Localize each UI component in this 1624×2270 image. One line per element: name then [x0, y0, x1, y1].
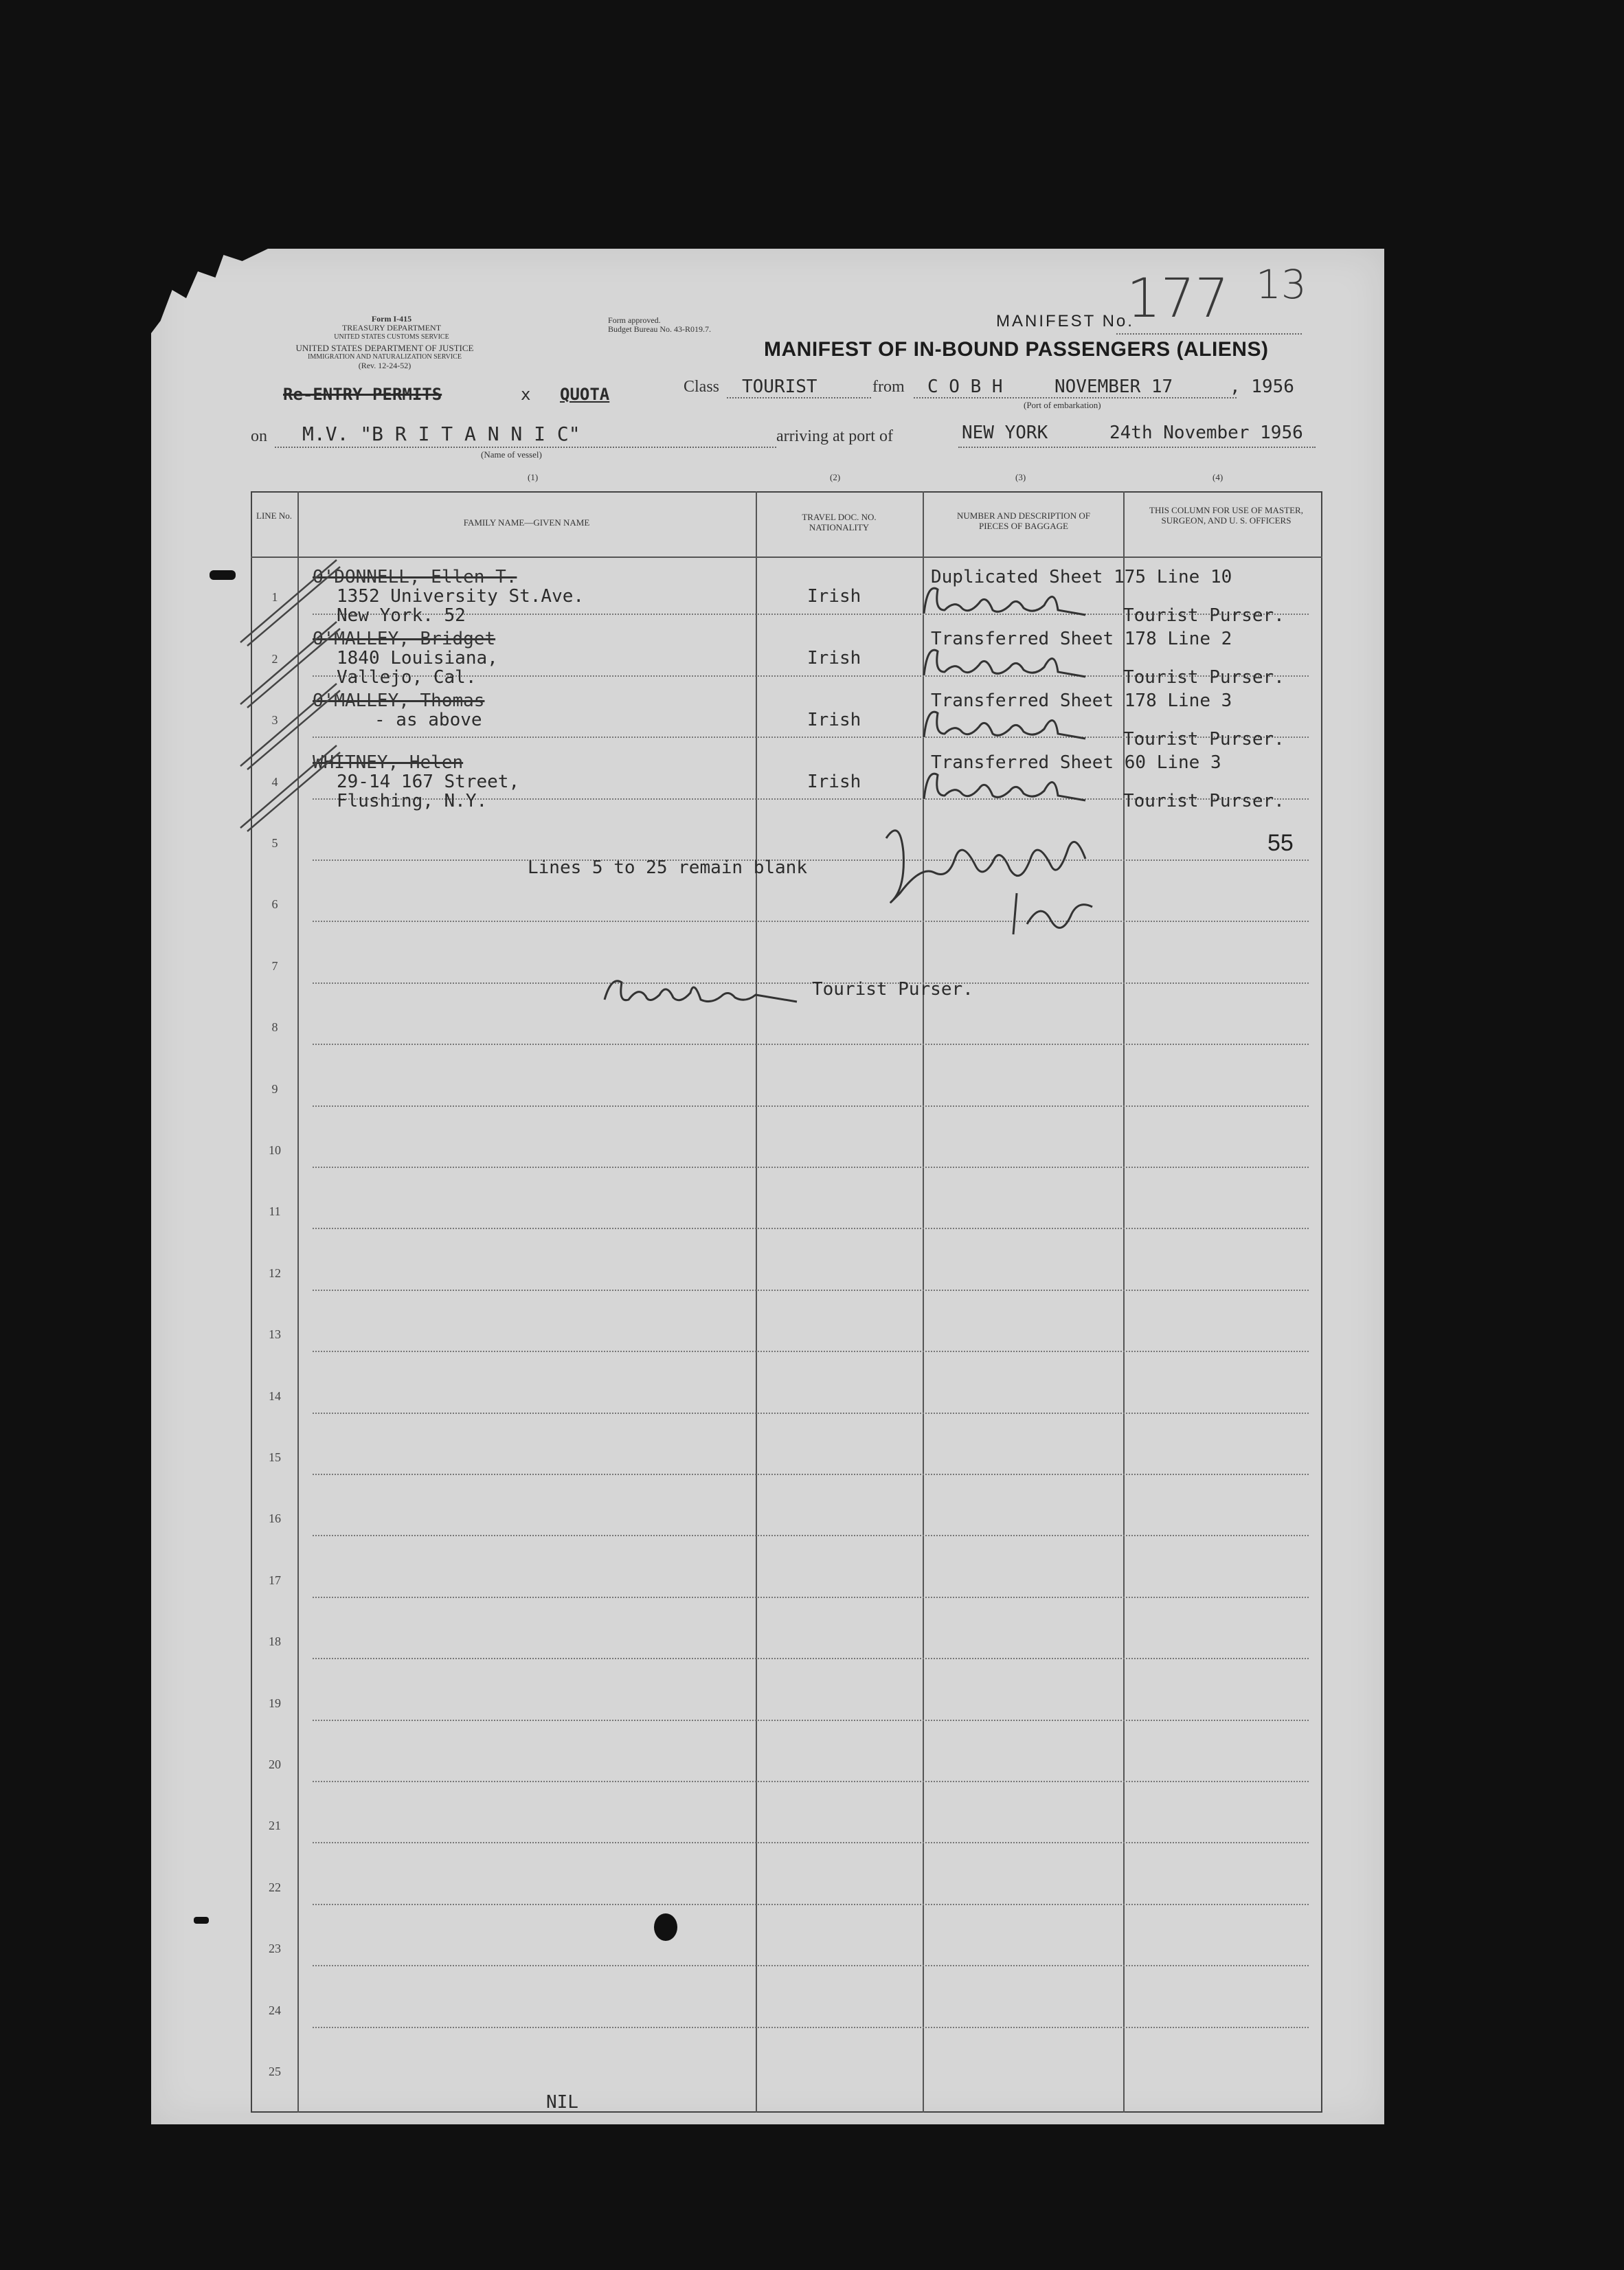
col-number-4: (4) [1213, 472, 1223, 482]
line-number: 9 [271, 1081, 278, 1096]
from-label: from [872, 378, 905, 396]
row-rule [313, 1167, 1309, 1168]
purser-initials-signature [914, 572, 1092, 627]
line-number: 7 [271, 958, 278, 973]
purser-initials-signature [914, 696, 1092, 751]
passenger-name-struck: O'DONNELL, Ellen T. [313, 567, 517, 587]
passenger-address-1: 29-14 167 Street, [337, 772, 520, 792]
row-rule [313, 1597, 1309, 1598]
passenger-name-struck: O'MALLEY, Thomas [313, 690, 485, 711]
ink-speck [654, 1913, 677, 1941]
row-rule [313, 1105, 1309, 1107]
passenger-purser-entry: Tourist Purser. [1123, 729, 1285, 750]
col-number-3: (3) [1015, 472, 1026, 482]
form-number: Form I-415 [371, 314, 412, 324]
row-rule [313, 1658, 1309, 1659]
passenger-address-1: 1352 University St.Ave. [337, 586, 585, 607]
line-number: 6 [271, 897, 278, 912]
purser-signature [598, 962, 804, 1017]
row-rule [313, 1965, 1309, 1966]
col-number-1: (1) [528, 472, 539, 482]
justice-block [247, 344, 522, 370]
from-value: C O B H [927, 377, 1003, 397]
manifest-label: MANIFEST No. [996, 312, 1134, 330]
reentry-permits-struck: Re-ENTRY PERMITS [283, 385, 442, 404]
line-number: 24 [269, 2003, 281, 2017]
reentry-x: x [521, 385, 531, 404]
passenger-address-1: 1840 Louisiana, [337, 648, 498, 668]
passenger-nationality: Irish [807, 586, 861, 607]
passenger-nationality: Irish [807, 772, 861, 792]
purser-initials-signature [914, 758, 1092, 813]
purser-signature-title: Tourist Purser. [812, 979, 973, 1000]
vessel-dots [275, 447, 776, 448]
passenger-transfer-note: Transferred Sheet 60 Line 3 [931, 752, 1221, 773]
blank-lines-note: Lines 5 to 25 remain blank [528, 857, 807, 878]
ink-speck [210, 570, 236, 580]
passenger-address-2: Flushing, N.Y. [337, 791, 488, 811]
cancellation-slash [234, 739, 343, 835]
form-header-block [247, 315, 536, 341]
from-dots [914, 397, 1237, 398]
col-number-2: (2) [830, 472, 841, 482]
inspector-signature [872, 811, 1147, 955]
row-rule [313, 859, 1309, 861]
departure-date: NOVEMBER 17 [1055, 377, 1173, 397]
line-number: 13 [269, 1327, 281, 1342]
passenger-name-struck: WHITNEY, Helen [313, 752, 464, 773]
line-number: 3 [271, 713, 278, 728]
line-number: 4 [271, 774, 278, 789]
row-rule [313, 921, 1309, 922]
col-head-travel: TRAVEL DOC. NO. NATIONALITY [802, 512, 877, 532]
vessel-caption: (Name of vessel) [481, 449, 542, 460]
purser-initials-signature [914, 634, 1092, 689]
treasury-dept: TREASURY DEPARTMENT [341, 323, 442, 333]
form-approved-block [608, 316, 711, 334]
row-rule [313, 1842, 1309, 1843]
passenger-nationality: Irish [807, 710, 861, 730]
passenger-transfer-note: Duplicated Sheet 175 Line 10 [931, 567, 1232, 587]
line-number: 12 [269, 1266, 281, 1280]
passenger-transfer-note: Transferred Sheet 178 Line 2 [931, 629, 1232, 649]
line-number: 5 [271, 836, 278, 850]
col-divider-name [756, 491, 757, 2113]
line-number: 10 [269, 1143, 281, 1157]
row-rule [313, 1720, 1309, 1721]
line-number: 14 [269, 1389, 281, 1403]
form-approved: Form approved. [608, 315, 661, 325]
customs-service: UNITED STATES CUSTOMS SERVICE [334, 333, 449, 341]
line-number: 8 [271, 1020, 278, 1035]
line-number: 18 [269, 1634, 281, 1649]
line-number: 22 [269, 1880, 281, 1894]
col-head-line: LINE No. [256, 510, 292, 521]
passenger-address-2: New York. 52 [337, 605, 466, 626]
port-caption: (Port of embarkation) [1024, 400, 1101, 410]
row-rule [313, 1904, 1309, 1905]
col-head-name: FAMILY NAME—GIVEN NAME [463, 517, 590, 528]
passenger-nationality: Irish [807, 648, 861, 668]
row-rule [313, 1413, 1309, 1414]
departure-year: , 1956 [1230, 377, 1294, 397]
row-rule [313, 2027, 1309, 2028]
header-bottom-rule [251, 557, 1322, 558]
manifest-sub-number: 13 [1256, 261, 1307, 308]
row-rule [313, 982, 1309, 984]
manifest-number-line [1116, 333, 1302, 335]
vessel-name: M.V. "B R I T A N N I C" [302, 423, 580, 445]
passenger-purser-entry: Tourist Purser. [1123, 791, 1285, 811]
document-title: MANIFEST OF IN-BOUND PASSENGERS (ALIENS) [764, 338, 1269, 361]
manifest-number: 177 [1127, 268, 1229, 330]
line-number: 15 [269, 1450, 281, 1464]
justice-dept: UNITED STATES DEPARTMENT OF JUSTICE [295, 343, 474, 353]
passenger-address-1: - as above [374, 710, 482, 730]
row-rule [313, 1351, 1309, 1352]
line-number: 1 [271, 590, 278, 605]
line-number: 17 [269, 1573, 281, 1587]
passenger-purser-entry: Tourist Purser. [1123, 605, 1285, 626]
passenger-purser-entry: Tourist Purser. [1123, 667, 1285, 688]
line-number: 19 [269, 1696, 281, 1710]
line-number: 25 [269, 2065, 281, 2078]
quota-label: QUOTA [560, 385, 610, 404]
row-rule [313, 1290, 1309, 1291]
line-number: 11 [269, 1204, 281, 1219]
line-number: 21 [269, 1819, 281, 1833]
ins-service: IMMIGRATION AND NATURALIZATION SERVICE [308, 353, 462, 361]
ink-speck [194, 1917, 209, 1924]
arriving-label: arriving at port of [776, 427, 893, 445]
line-number: 16 [269, 1512, 281, 1526]
row-rule [313, 1044, 1309, 1045]
col-head-baggage: NUMBER AND DESCRIPTION OF PIECES OF BAGGAGE [957, 510, 1090, 531]
budget-bureau: Budget Bureau No. 43-R019.7. [608, 324, 711, 334]
passenger-address-2: Vallejo, Cal. [337, 667, 477, 688]
line-number: 23 [269, 1942, 281, 1956]
passenger-transfer-note: Transferred Sheet 178 Line 3 [931, 690, 1232, 711]
form-rev: (Rev. 12-24-52) [358, 361, 411, 370]
row-rule [313, 1781, 1309, 1782]
side-number: 55 [1267, 830, 1294, 856]
class-dots [727, 397, 871, 398]
nil-entry: NIL [546, 2092, 578, 2113]
class-label: Class [684, 378, 720, 396]
passenger-name-struck: O'MALLEY, Bridget [313, 629, 496, 649]
arrival-dots [958, 447, 1316, 448]
row-rule [313, 1474, 1309, 1475]
row-rule [313, 1535, 1309, 1536]
col-head-officers: THIS COLUMN FOR USE OF MASTER, SURGEON, AND U. S. OFFICERS [1149, 505, 1303, 526]
class-value: TOURIST [742, 377, 817, 397]
line-number: 2 [271, 651, 278, 666]
line-number: 20 [269, 1757, 281, 1771]
row-rule [313, 1228, 1309, 1229]
arrival-date: 24th November 1956 [1109, 423, 1303, 443]
arrival-port: NEW YORK [962, 423, 1048, 443]
on-label: on [251, 427, 267, 445]
